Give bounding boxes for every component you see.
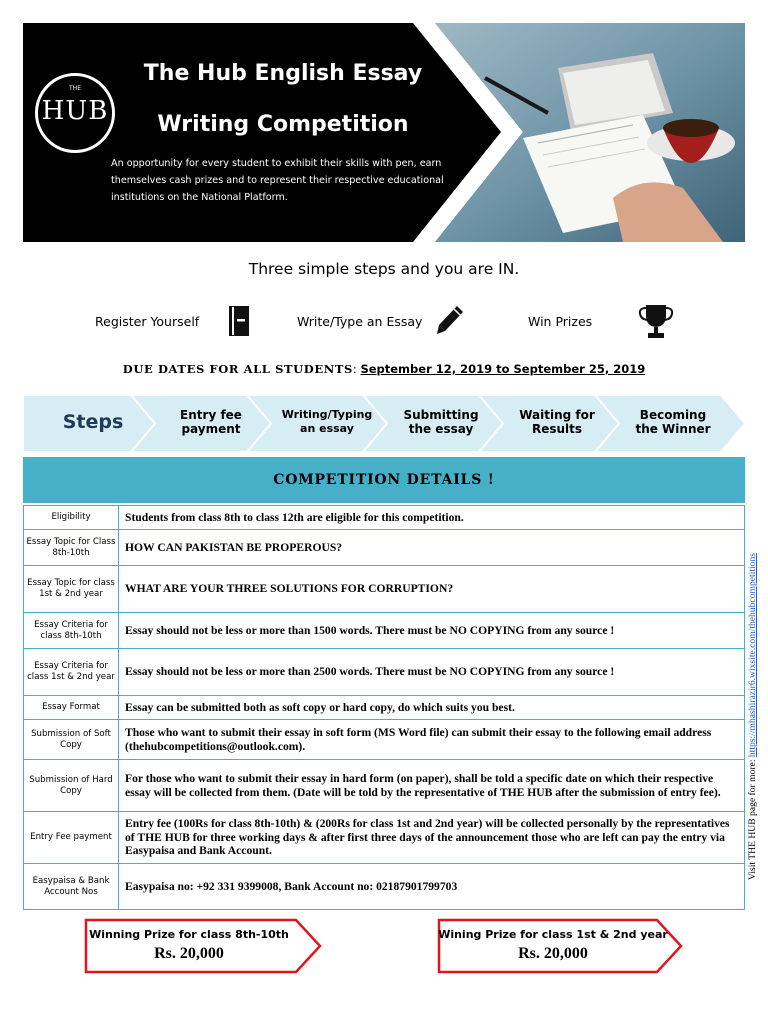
row-value: Entry fee (100Rs for class 8th-10th) & (200Rs for class 1st and 2nd year) will be collected personally by the representatives of THE HUB for three working days & after first three days of the announcement those who are left can pay the entry via Easypaisa and Bank Account. [119,812,745,864]
row-value: WHAT ARE YOUR THREE SOLUTIONS FOR CORRUPTION? [119,566,745,613]
due-dates-range: September 12, 2019 to September 25, 2019 [360,362,646,376]
due-colon: : [352,362,361,376]
prize-amount: Rs. 20,000 [154,945,224,962]
details-title: COMPETITION DETAILS ! [273,472,495,488]
process-chevrons [23,395,745,452]
step-win-label: Win Prizes [528,314,593,329]
process-stage-writing [277,408,377,436]
table-row [24,613,745,649]
row-key: Submission of Soft Copy [24,720,119,760]
row-key: Entry Fee payment [24,812,119,864]
banner-title-line2: Writing Competition [157,112,409,137]
table-row [24,506,745,530]
banner-title-line1: The Hub English Essay [143,61,423,86]
logo-hub-text: HUB [41,96,109,126]
stage-line2: the essay [408,422,474,436]
stage-line1: Waiting for [519,408,595,422]
row-key: Essay Criteria for class 8th-10th [24,613,119,649]
process-stage-entry-fee [161,408,261,436]
row-value: Students from class 8th to class 12th are eligible for this competition. [119,506,745,530]
table-row [24,530,745,566]
stage-line1: Becoming [639,408,707,422]
process-title: Steps [62,411,124,433]
table-row [24,566,745,613]
stage-line2: payment [181,422,241,436]
table-row [24,812,745,864]
document-icon [228,305,250,337]
prize-title: Wining Prize for class 1st & 2nd year [438,928,668,941]
table-row [24,864,745,910]
banner-tagline: An opportunity for every student to exhibit their skills with pen, earn themselves cash prizes and to represent their respective educational institutions on the National Platform. [111,158,444,203]
website-link[interactable]: https://mhashirazir6.wixsite.com/thehubcompetitions [747,553,758,758]
steps-heading: Three simple steps and you are IN. [248,260,520,278]
row-key: Essay Topic for Class 8th-10th [24,530,119,566]
stage-line2: Results [531,422,583,436]
details-header [23,457,745,504]
step-register-label: Register Yourself [95,314,200,329]
row-value: Easypaisa no: +92 331 9399008, Bank Account no: 02187901799703 [119,864,745,910]
due-dates-label: DUE DATES FOR ALL STUDENTS [122,362,353,376]
row-value: HOW CAN PAKISTAN BE PROPEROUS? [119,530,745,566]
process-stage-waiting [507,408,607,436]
prize-badge-class1-2 [437,918,685,974]
row-key: Eligibility [24,506,119,530]
row-key: Submission of Hard Copy [24,760,119,812]
table-row [24,760,745,812]
stage-line2: the Winner [635,422,711,436]
row-value: Essay should not be less or more than 1500 words. There must be NO COPYING from any source ! [119,613,745,649]
stage-line1: Entry fee [180,408,242,422]
row-value: Essay should not be less or more than 2500 words. There must be NO COPYING from any source ! [119,649,745,696]
details-table [23,505,745,910]
row-value: For those who want to submit their essay in hard form (on paper), shall be told a specific date on which their respective essay will be collected from them. (Date will be told by the representative of THE HUB after the submission of entry fee). [119,760,745,812]
table-row [24,720,745,760]
prize-badge-class8-10 [84,918,324,974]
prize-title: Winning Prize for class 8th-10th [89,928,289,941]
row-value: Those who want to submit their essay in soft form (MS Word file) can submit their essay to the following email address (thehubcompetitions@outlook.com). [119,720,745,760]
step-write-label: Write/Type an Essay [297,314,423,329]
stage-line2: an essay [300,422,354,435]
stage-line1: Submitting [403,408,479,422]
process-stage-submitting [391,408,491,436]
row-value: Essay can be submitted both as soft copy or hard copy, do which suits you best. [119,696,745,720]
row-key: Easypaisa & Bank Account Nos [24,864,119,910]
logo-the-text: THE [69,85,81,92]
due-dates-line [0,362,768,376]
table-row [24,696,745,720]
stage-line1: Writing/Typing [281,408,373,421]
side-note-text: Visit THE HUB page for more: [747,757,758,880]
table-row [24,649,745,696]
row-key: Essay Format [24,696,119,720]
header-banner [23,23,745,242]
row-key: Essay Criteria for class 1st & 2nd year [24,649,119,696]
process-stage-winner [623,408,723,436]
pencil-icon [435,304,465,336]
hub-logo [35,73,115,153]
trophy-icon [637,302,675,340]
prize-amount: Rs. 20,000 [518,945,588,962]
row-key: Essay Topic for class 1st & 2nd year [24,566,119,613]
side-note [747,460,758,880]
